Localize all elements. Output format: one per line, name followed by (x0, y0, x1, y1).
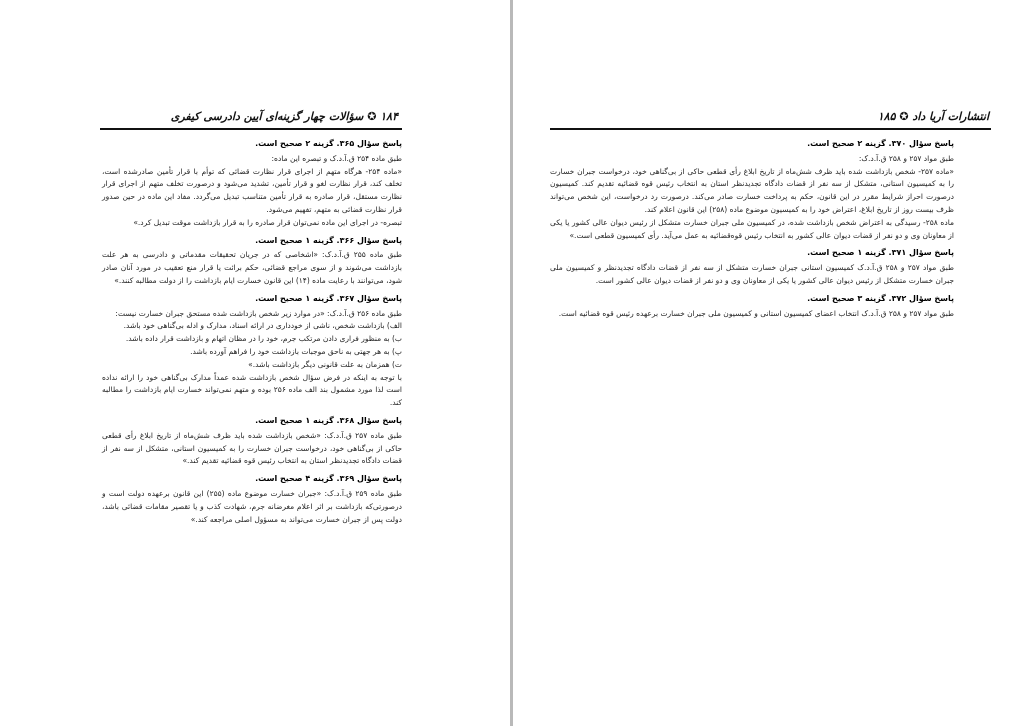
page-header-title: ۱۸۴ ✪ سؤالات چهار گزینه‌ای آیین دادرسی کیفری (170, 110, 398, 123)
answer-paragraph: «ماده ۲۵۷- شخص بازداشت شده باید ظرف شش‌ماه از تاریخ ابلاغ رأی قطعی حاکی از بی‌گناهی خود، درخواست جبران خسارت را به کمیسیون استانی، متشکل از سه نفر از قضات دادگاه تجدیدنظر استان به انتخاب رئیس قوه قضائیه تقدیم کند. کمیسیون درصورت احراز شرایط مقرر در این قانون، حکم به پرداخت خسارت صادر می‌کند. درصورت رد درخواست، این شخص می‌تواند ظرف بیست روز از تاریخ ابلاغ، اعتراض خود را به کمیسیون موضوع ماده (۲۵۸) این قانون اعلام کند. (550, 166, 954, 214)
answer-paragraph: ماده ۲۵۸- رسیدگی به اعتراض شخص بازداشت شده، در کمیسیون ملی جبران خسارت متشکل از رئیس دیوان عالی کشور یا یکی از معاونان وی و دو نفر از قضات دیوان عالی کشور به انتخاب رئیس قوه‌قضائیه به عمل می‌آید. رأی کمیسیون قطعی است.» (550, 217, 954, 240)
answer-paragraph: با توجه به اینکه در فرض سؤال شخص بازداشت شده عمداً مدارک بی‌گناهی خود را ارائه نداده است لذا مورد مشمول بند الف ماده ۲۵۶ بوده و متهم نمی‌تواند خسارت ایام بازداشت را مطالبه کند. (102, 372, 402, 408)
answer-heading: پاسخ سؤال ۳۷۱. گزینه ۱ صحیح است. (807, 248, 954, 258)
answer-heading: پاسخ سؤال ۳۶۵. گزینه ۲ صحیح است. (255, 139, 402, 148)
answer-heading: پاسخ سؤال ۳۶۶. گزینه ۱ صحیح است. (255, 235, 402, 245)
answer-heading: پاسخ سؤال ۳۷۲. گزینه ۳ صحیح است. (807, 293, 954, 303)
answer-heading: پاسخ سؤال ۳۶۷. گزینه ۱ صحیح است. (255, 293, 402, 303)
answer-paragraph: طبق ماده ۲۵۶ ق.آ.د.ک: «در موارد زیر شخص بازداشت شده مستحق جبران خسارت نیست: (115, 308, 402, 318)
answer-heading: پاسخ سؤال ۳۶۹. گزینه ۴ صحیح است. (255, 474, 402, 484)
answer-paragraph: پ) به هر جهتی به ناحق موجبات بازداشت خود را فراهم آورده باشد. (190, 346, 402, 356)
answer-paragraph: الف) بازداشت شخص، ناشی از خودداری در ارائه اسناد، مدارک و ادله بی‌گناهی خود باشد. (123, 321, 402, 331)
page-header (513, 108, 1026, 132)
answer-paragraph: طبق مواد ۲۵۷ و ۲۵۸ ق.آ.د.ک: (858, 153, 954, 163)
page-content (550, 138, 954, 320)
answer-paragraph: ب) به منظور فراری دادن مرتکب جرم، خود را در مظان اتهام و بازداشت قرار داده باشد. (125, 334, 402, 344)
header-rule (100, 128, 402, 130)
page-header (0, 108, 510, 132)
answer-paragraph: ت) همزمان به علت قانونی دیگر بازداشت باشد.» (248, 359, 402, 369)
page-content (102, 138, 402, 526)
answer-paragraph: طبق مواد ۲۵۷ و ۲۵۸ ق.آ.د.ک انتخاب اعضای کمیسیون استانی و کمیسیون ملی جبران خسارت برعهده رئیس قوه قضائیه است. (558, 308, 954, 318)
answer-heading: پاسخ سؤال ۳۶۸. گزینه ۱ صحیح است. (255, 415, 402, 425)
right-page (513, 0, 1026, 726)
answer-paragraph: طبق ماده ۲۵۴ ق.آ.د.ک و تبصره این ماده: (271, 153, 402, 163)
answer-paragraph: تبصره- در اجرای این ماده نمی‌توان قرار صادره را به قرار بازداشت موقت تبدیل کرد.» (133, 217, 402, 227)
left-page (0, 0, 510, 726)
page-header-title: انتشارات آریا داد ✪ ۱۸۵ (877, 110, 989, 123)
answer-paragraph: «ماده ۲۵۴- هرگاه متهم از اجرای قرار نظارت قضائی که توأم با قرار تأمین صادرشده است، تخلف کند، قرار نظارت لغو و قرار تأمین، تشدید می‌شود و درصورت تخلف متهم از اجرای قرار نظارت مستقل، قرار صادره به قرار تأمین متناسب تبدیل می‌گردد. مفاد این ماده در حین صدور قرار نظارت قضائی به متهم، تفهیم می‌شود. (102, 166, 402, 214)
header-rule (550, 128, 991, 130)
answer-paragraph: طبق ماده ۲۵۹ ق.آ.د.ک: «جبران خسارت موضوع ماده (۲۵۵) این قانون برعهده دولت است و درصورتی‌که بازداشت بر اثر اعلام مغرضانه جرم، شهادت کذب و یا تقصیر مقامات قضائی باشد، دولت پس از جبران خسارت می‌تواند به مسؤول اصلی مراجعه کند.» (102, 488, 403, 524)
answer-paragraph: طبق ماده ۲۵۷ ق.آ.د.ک: «شخص بازداشت شده باید ظرف شش‌ماه از تاریخ ابلاغ رأی قطعی حاکی از بی‌گناهی خود، درخواست جبران خسارت را به کمیسیون استانی، متشکل از سه نفر از قضات دادگاه تجدیدنظر استان به انتخاب رئیس قوه قضائیه تقدیم کند.» (102, 430, 402, 466)
answer-paragraph: طبق مواد ۲۵۷ و ۲۵۸ ق.آ.د.ک کمیسیون استانی جبران خسارت متشکل از سه نفر از قضات دادگاه تجدیدنظر و کمیسیون ملی جبران خسارت متشکل از رئیس دیوان عالی کشور یا یکی از معاونان وی و دو نفر از قضات دیوان عالی کشور است. (550, 263, 954, 285)
answer-paragraph: طبق ماده ۲۵۵ ق.آ.د.ک: «اشخاصی که در جریان تحقیقات مقدماتی و دادرسی به هر علت بازداشت می‌شوند و از سوی مراجع قضائی، حکم برائت یا قرار منع تعقیب در مورد آنان صادر شود، می‌توانند با رعایت ماده (۱۴) این قانون خسارت ایام بازداشت را از دولت مطالبه کنند.» (102, 250, 402, 285)
answer-heading: پاسخ سؤال ۳۷۰. گزینه ۲ صحیح است. (807, 139, 954, 148)
